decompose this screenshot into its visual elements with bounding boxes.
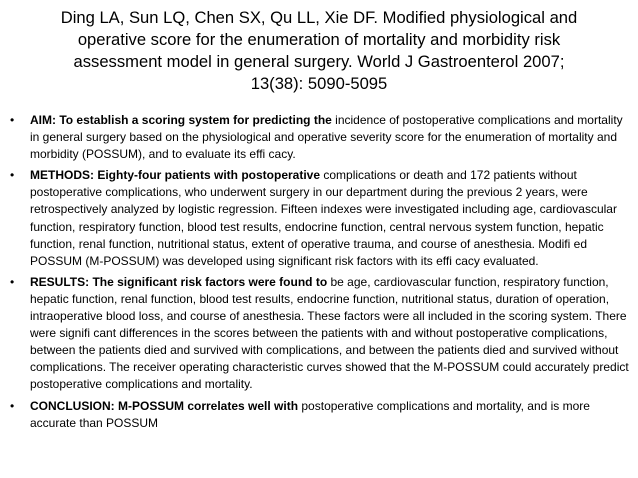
bullet-results	[10, 274, 632, 394]
bullet-dot-icon: •	[10, 274, 15, 289]
bullet-list	[10, 112, 632, 436]
bullet-conclusion-text: postoperative complications and mortality, and is more accurate than POSSUM	[30, 398, 590, 430]
bullet-methods-text: complications or death and 172 patients without postoperative complications, who underwent surgery in our department during the previous 2 years, were retrospectively analyzed by logistic regression. Fifteen indexes were investigated including age, cardiovascular function, respiratory function, blood test results, endocrine function, central nervous system function, hepatic function, renal function, nutritional status, extent of operative trauma, and course of anesthesia. Modifi ed POSSUM (M-POSSUM) was developed using significant risk factors with its effi cacy evaluated.	[30, 168, 617, 268]
bullet-aim	[10, 112, 632, 163]
bullet-aim-lead: AIM: To establish a scoring system for predicting the	[30, 113, 332, 127]
bullet-methods-lead: METHODS: Eighty-four patients with postoperative	[30, 168, 321, 183]
bullet-conclusion	[10, 398, 632, 432]
bullet-dot-icon: •	[10, 113, 15, 127]
bullet-aim-text: incidence of postoperative complications and mortality in general surgery based on the physiological and operative severity score for the enumeration of mortality and morbidity (POSSUM), and to evaluate its effi cacy.	[30, 113, 623, 162]
bullet-results-lead: RESULTS: The significant risk factors were found to	[30, 274, 328, 289]
bullet-conclusion-lead: CONCLUSION: M-POSSUM correlates well with	[30, 398, 299, 413]
bullet-methods	[10, 167, 632, 270]
bullet-results-text: be age, cardiovascular function, respiratory function, hepatic function, renal function, blood test results, endocrine function, nutritional status, duration of operation, intraoperative blood loss, and course of anesthesia. These factors were all included in the scoring system. There were signifi cant differences in the scores between the patients with and without postoperative complications, between the patients died and survived with complications, and between the patients died and survived without complications. The receiver operating characteristic curves showed that the M-POSSUM could accurately predict postoperative complications and mortality.	[30, 274, 629, 392]
bullet-dot-icon: •	[10, 168, 15, 183]
slide-title: Ding LA, Sun LQ, Chen SX, Qu LL, Xie DF. Modified physiological and operative score for the enumeration of mortality and morbidity risk assessment model in general surgery. World J Gastroenterol 2007; 13(38): 5090-5095	[60, 8, 578, 93]
bullet-dot-icon: •	[10, 398, 15, 413]
